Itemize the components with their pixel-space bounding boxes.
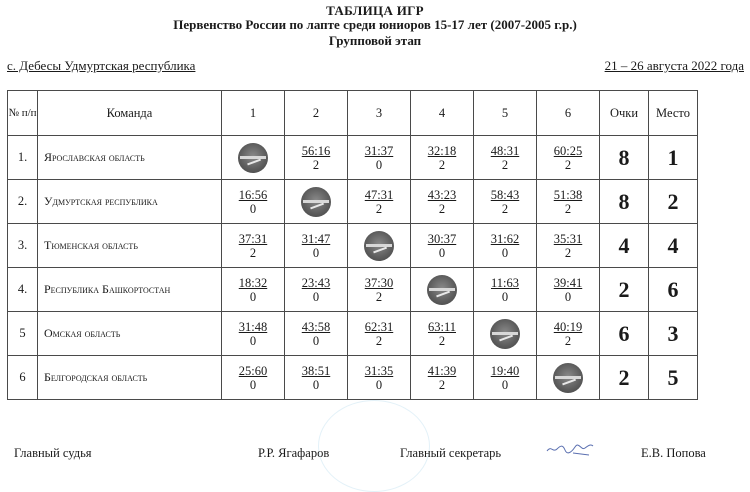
games-table — [7, 90, 698, 400]
game-points: 2 — [564, 201, 572, 216]
game-points: 2 — [312, 157, 320, 172]
game-score: 31:37 — [364, 143, 394, 158]
final-place: 6 — [649, 268, 698, 312]
game-points: 0 — [312, 333, 320, 348]
game-result-cell — [222, 356, 285, 400]
game-points: 2 — [438, 377, 446, 392]
game-result-cell — [474, 224, 537, 268]
game-points: 0 — [501, 377, 509, 392]
final-place: 4 — [649, 224, 698, 268]
table-row — [8, 224, 698, 268]
game-score: 31:62 — [490, 231, 520, 246]
header-game-3: 3 — [348, 91, 411, 136]
game-result-cell — [222, 180, 285, 224]
game-result-cell — [474, 180, 537, 224]
game-points: 0 — [501, 289, 509, 304]
table-row — [8, 312, 698, 356]
game-points: 0 — [438, 245, 446, 260]
game-score: 47:31 — [364, 187, 394, 202]
stage-title: Групповой этап — [328, 33, 422, 48]
game-points: 0 — [501, 245, 509, 260]
header-game-6: 6 — [537, 91, 600, 136]
game-result-cell — [222, 136, 285, 180]
total-points: 8 — [600, 180, 649, 224]
header-game-2: 2 — [285, 91, 348, 136]
federation-emblem-icon — [364, 231, 394, 261]
header-game-4: 4 — [411, 91, 474, 136]
game-result-cell — [285, 268, 348, 312]
total-points: 4 — [600, 224, 649, 268]
game-result-cell — [474, 268, 537, 312]
game-points: 0 — [312, 245, 320, 260]
game-result-cell — [348, 268, 411, 312]
document-title: ТАБЛИЦА ИГР — [326, 3, 424, 18]
game-result-cell — [348, 180, 411, 224]
team-name: Омская область — [38, 312, 222, 356]
game-points: 2 — [564, 245, 572, 260]
team-name: Тюменская область — [38, 224, 222, 268]
game-score: 37:31 — [238, 231, 268, 246]
header-team: Команда — [38, 91, 222, 136]
game-result-cell — [222, 268, 285, 312]
header-place: Место — [649, 91, 698, 136]
table-row — [8, 268, 698, 312]
game-points: 0 — [249, 289, 257, 304]
game-score: 51:38 — [553, 187, 583, 202]
game-score: 63:11 — [427, 319, 456, 334]
game-score: 18:32 — [238, 275, 268, 290]
federation-emblem-icon — [238, 143, 268, 173]
game-result-cell — [411, 224, 474, 268]
game-result-cell — [411, 312, 474, 356]
table-row — [8, 356, 698, 400]
game-score: 31:35 — [364, 363, 394, 378]
game-result-cell — [222, 312, 285, 356]
final-place: 1 — [649, 136, 698, 180]
game-result-cell — [348, 224, 411, 268]
game-result-cell — [474, 136, 537, 180]
game-points: 0 — [312, 289, 320, 304]
team-name: Ярославская область — [38, 136, 222, 180]
game-points: 2 — [501, 157, 509, 172]
header-game-1: 1 — [222, 91, 285, 136]
final-place: 3 — [649, 312, 698, 356]
row-number: 2. — [8, 180, 38, 224]
game-points: 0 — [249, 377, 257, 392]
federation-emblem-icon — [301, 187, 331, 217]
game-points: 2 — [438, 157, 446, 172]
row-number: 4. — [8, 268, 38, 312]
game-result-cell — [474, 356, 537, 400]
chief-judge-label: Главный судья — [14, 446, 92, 460]
game-result-cell — [411, 356, 474, 400]
game-score: 19:40 — [490, 363, 520, 378]
game-score: 39:41 — [553, 275, 583, 290]
game-score: 41:39 — [427, 363, 457, 378]
game-result-cell — [537, 224, 600, 268]
total-points: 2 — [600, 268, 649, 312]
game-result-cell — [537, 268, 600, 312]
chief-secretary-label: Главный секретарь — [400, 446, 502, 460]
game-result-cell — [411, 136, 474, 180]
table-row — [8, 180, 698, 224]
federation-emblem-icon — [490, 319, 520, 349]
total-points: 6 — [600, 312, 649, 356]
game-result-cell — [537, 136, 600, 180]
game-points: 2 — [375, 333, 383, 348]
game-points: 0 — [249, 333, 257, 348]
game-score: 60:25 — [553, 143, 583, 158]
game-score: 32:18 — [427, 143, 457, 158]
final-place: 5 — [649, 356, 698, 400]
header-num: № п/п — [8, 91, 38, 136]
row-number: 3. — [8, 224, 38, 268]
game-result-cell — [474, 312, 537, 356]
game-result-cell — [285, 224, 348, 268]
team-name: Республика Башкортостан — [38, 268, 222, 312]
game-result-cell — [285, 136, 348, 180]
game-result-cell — [411, 180, 474, 224]
competition-subtitle: Первенство России по лапте среди юниоров 15-17 лет (2007-2005 г.р.) — [173, 17, 577, 32]
game-score: 11:63 — [490, 275, 519, 290]
game-result-cell — [285, 312, 348, 356]
game-score: 30:37 — [427, 231, 457, 246]
game-score: 43:23 — [427, 187, 457, 202]
team-name: Белгородская область — [38, 356, 222, 400]
chief-judge-name: Р.Р. Ягафаров — [258, 446, 330, 460]
total-points: 8 — [600, 136, 649, 180]
game-score: 48:31 — [490, 143, 520, 158]
table-header-row — [8, 91, 698, 136]
game-points: 2 — [375, 289, 383, 304]
team-name: Удмуртская республика — [38, 180, 222, 224]
game-points: 0 — [375, 157, 383, 172]
game-score: 31:47 — [301, 231, 331, 246]
game-points: 0 — [249, 201, 257, 216]
game-points: 2 — [438, 201, 446, 216]
game-score: 40:19 — [553, 319, 583, 334]
game-points: 2 — [375, 201, 383, 216]
header-points: Очки — [600, 91, 649, 136]
game-score: 37:30 — [364, 275, 394, 290]
game-result-cell — [285, 356, 348, 400]
game-points: 2 — [501, 201, 509, 216]
game-result-cell — [222, 224, 285, 268]
game-score: 38:51 — [301, 363, 331, 378]
row-number: 1. — [8, 136, 38, 180]
game-result-cell — [537, 312, 600, 356]
game-result-cell — [285, 180, 348, 224]
game-result-cell — [537, 356, 600, 400]
game-result-cell — [411, 268, 474, 312]
game-score: 25:60 — [238, 363, 268, 378]
game-score: 31:48 — [238, 319, 268, 334]
game-points: 0 — [375, 377, 383, 392]
game-score: 58:43 — [490, 187, 520, 202]
chief-secretary-name: Е.В. Попова — [641, 446, 706, 460]
game-points: 2 — [438, 333, 446, 348]
header-game-5: 5 — [474, 91, 537, 136]
row-number: 5 — [8, 312, 38, 356]
final-place: 2 — [649, 180, 698, 224]
federation-emblem-icon — [427, 275, 457, 305]
game-score: 62:31 — [364, 319, 394, 334]
game-score: 35:31 — [553, 231, 583, 246]
federation-emblem-icon — [553, 363, 583, 393]
game-result-cell — [348, 136, 411, 180]
table-row — [8, 136, 698, 180]
game-result-cell — [537, 180, 600, 224]
signature-icon — [545, 441, 595, 457]
game-points: 2 — [564, 157, 572, 172]
event-dates: 21 – 26 августа 2022 года — [604, 58, 744, 73]
game-score: 56:16 — [301, 143, 331, 158]
game-score: 23:43 — [301, 275, 331, 290]
location: с. Дебесы Удмуртская республика — [7, 58, 196, 73]
game-points: 0 — [564, 289, 572, 304]
row-number: 6 — [8, 356, 38, 400]
game-result-cell — [348, 356, 411, 400]
game-result-cell — [348, 312, 411, 356]
total-points: 2 — [600, 356, 649, 400]
game-points: 2 — [564, 333, 572, 348]
game-points: 0 — [312, 377, 320, 392]
game-points: 2 — [249, 245, 257, 260]
game-score: 16:56 — [238, 187, 268, 202]
game-score: 43:58 — [301, 319, 331, 334]
